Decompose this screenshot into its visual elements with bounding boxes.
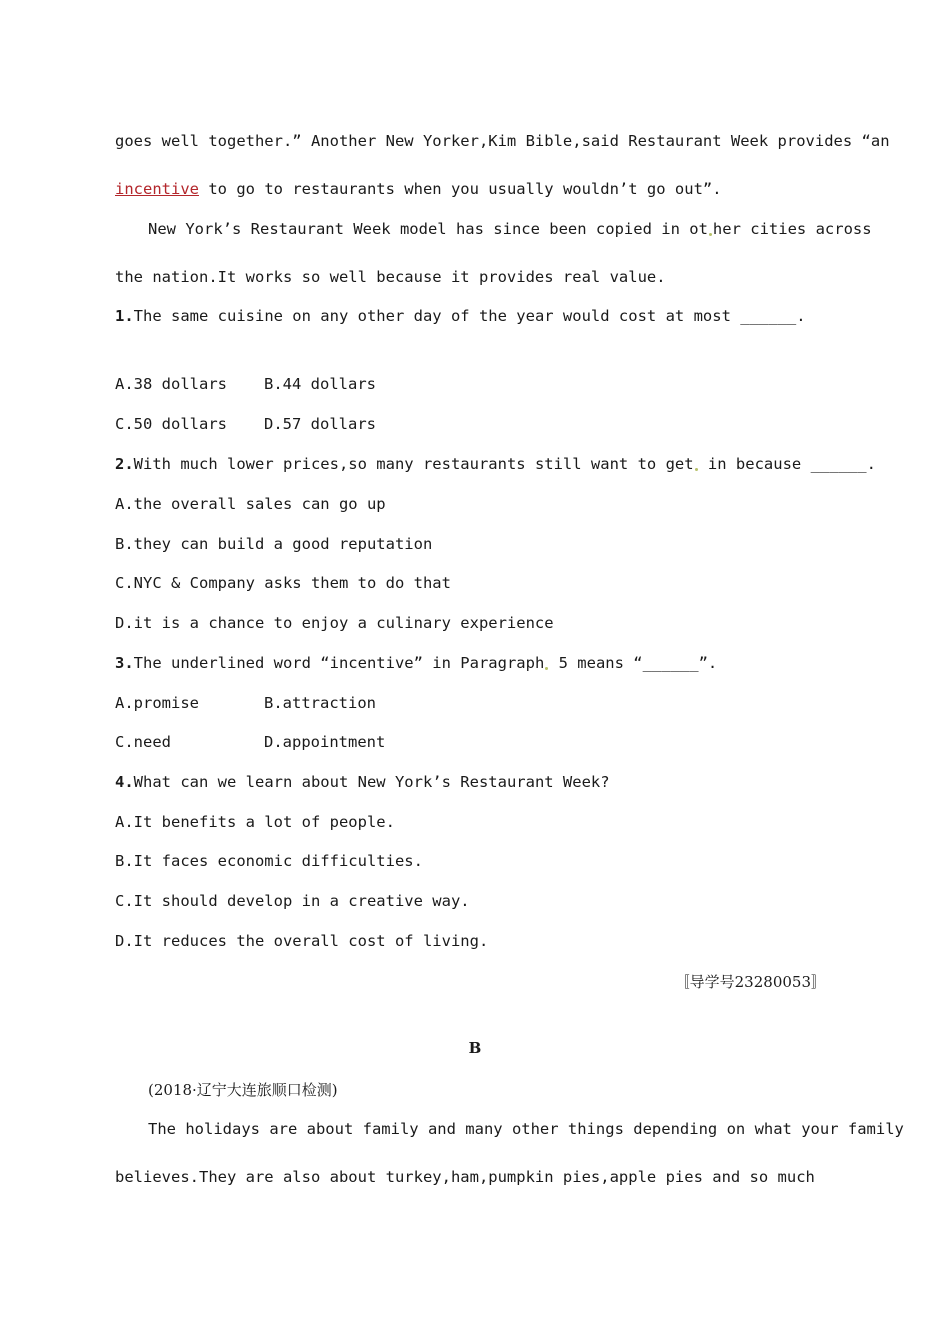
question-text: What can we learn about New York’s Restaurant Week? [133,773,610,791]
option: D.appointment [264,733,386,751]
option-row [115,693,376,713]
option: C.50 dollars [115,415,227,433]
option: D.57 dollars [264,415,376,433]
mark-dot-icon [709,233,712,236]
question-number: 4. [115,773,134,791]
passage-line: The holidays are about family and many other things depending on what your family [148,1120,904,1138]
question-stem [115,306,806,326]
option-row [115,414,376,434]
question-text: With much lower prices,so many restaurants still want to get [133,455,694,473]
question-stem [115,772,610,792]
option: C.It should develop in a creative way. [115,892,470,910]
question-stem [115,454,876,474]
question-text: 5 means “______”. [549,654,718,672]
option: D.It reduces the overall cost of living. [115,932,489,950]
underlined-word-incentive: incentive [115,180,199,198]
option: A.38 dollars [115,375,227,393]
option: D.it is a chance to enjoy a culinary experience [115,614,554,632]
option: B.44 dollars [264,375,376,393]
passage-text: to go to restaurants when you usually wouldn’t go out”. [199,180,722,198]
option: C.need [115,733,171,751]
option: B.they can build a good reputation [115,535,433,553]
option: B.attraction [264,694,376,712]
passage-line [148,219,872,239]
passage-line: the nation.It works so well because it provides real value. [115,268,666,286]
option: A.promise [115,694,199,712]
question-number: 3. [115,654,134,672]
mark-dot-icon [695,468,698,471]
passage-text: New York’s Restaurant Week model has since been copied in ot [148,220,708,238]
source-note: (2018·辽宁大连旅顺口检测) [148,1081,338,1099]
passage-text: her cities across [712,220,872,238]
question-text: in because ______. [698,455,876,473]
option: C.NYC & Company asks them to do that [115,574,451,592]
option: A.the overall sales can go up [115,495,386,513]
passage-line: goes well together.” Another New Yorker,Kim Bible,said Restaurant Week provides “an [115,132,890,150]
question-text: The underlined word “incentive” in Paragraph [133,654,545,672]
option: B.It faces economic difficulties. [115,852,423,870]
mark-dot-icon [545,667,548,670]
passage-line [115,179,722,199]
reference-number: 〚导学号23280053〛 [674,973,826,991]
section-heading: B [468,1039,482,1057]
question-number: 2. [115,455,134,473]
option-row [115,732,386,752]
option: A.It benefits a lot of people. [115,813,395,831]
passage-line: believes.They are also about turkey,ham,pumpkin pies,apple pies and so much [115,1168,815,1186]
question-text: The same cuisine on any other day of the year would cost at most ______. [133,307,806,325]
question-stem [115,653,717,673]
option-row [115,374,376,394]
question-number: 1. [115,307,134,325]
